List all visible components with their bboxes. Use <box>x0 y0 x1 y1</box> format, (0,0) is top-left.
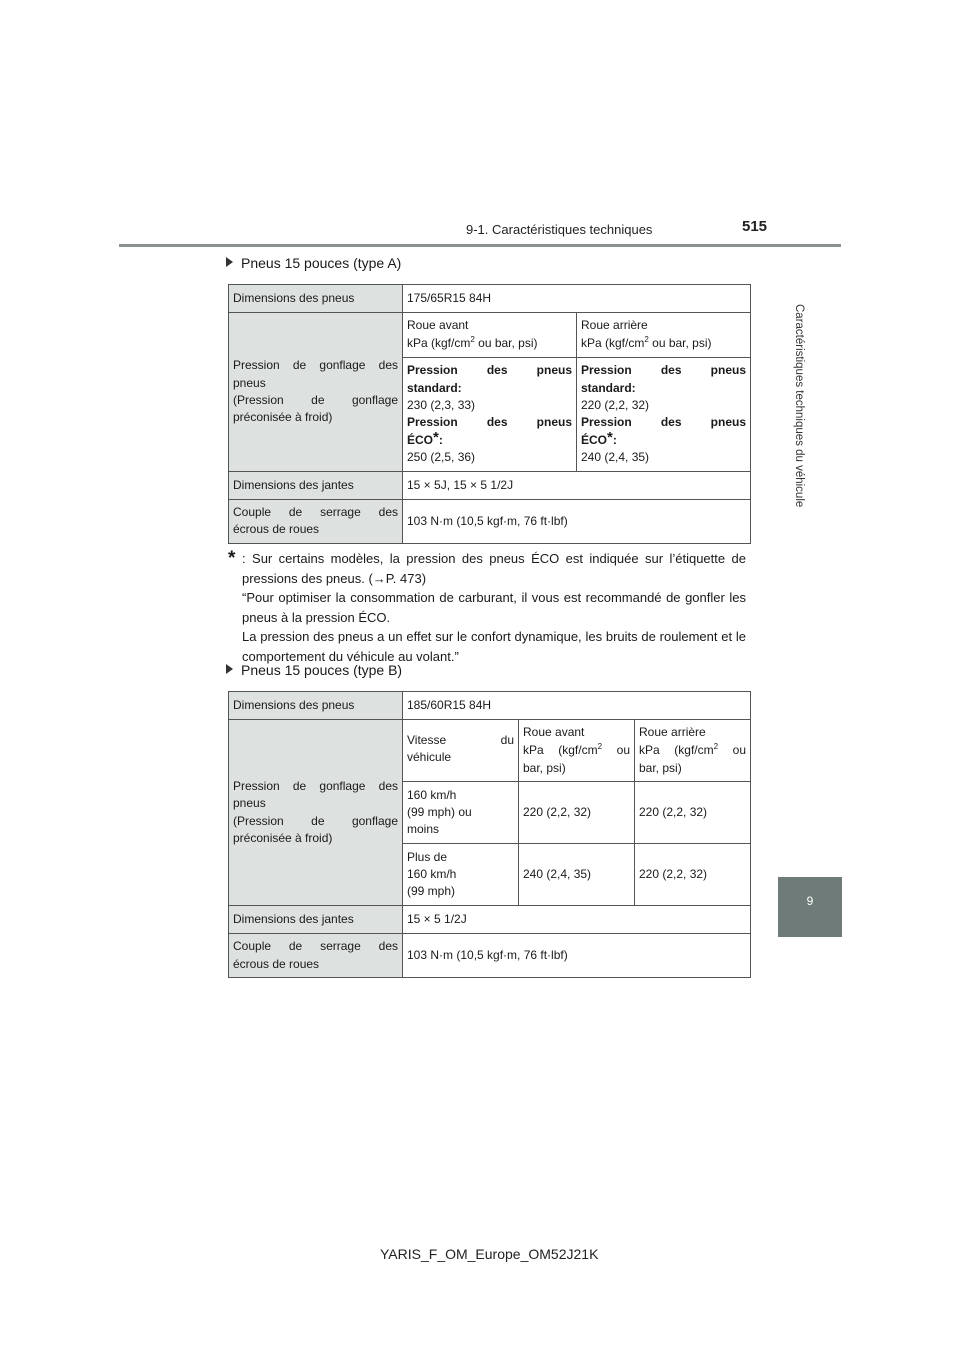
type-a-torque-label: Couple de serrage des écrous de roues <box>229 499 403 543</box>
type-a-front-standard: 230 (2,3, 33) <box>407 397 476 412</box>
type-a-rear-header: Roue arrière kPa ($kgf/cm^2$ ou bar, psi) <box>577 313 751 358</box>
footnote-line-1: : Sur certains modèles, la pression des pneus ÉCO est indiquée sur l’étiquette de pressions des pneus. (→P. 473) <box>242 551 746 586</box>
type-a-table <box>228 284 751 544</box>
type-b-rear-value: 220 (2,2, 32) <box>635 782 751 844</box>
document-code: YARIS_F_OM_Europe_OM52J21K <box>380 1246 599 1262</box>
type-a-heading <box>226 255 401 271</box>
type-b-heading-text: Pneus 15 pouces (type B) <box>241 662 403 678</box>
type-b-rim-label: Dimensions des jantes <box>229 906 403 934</box>
chapter-number: 9 <box>806 894 814 908</box>
header-divider <box>119 244 841 247</box>
section-title: 9-1. Caractéristiques techniques <box>466 222 653 237</box>
type-a-rim-value: 15 × 5J, 15 × 5 1/2J <box>403 471 751 499</box>
type-a-front-eco: 250 (2,5, 36) <box>407 450 476 465</box>
type-b-torque-value: 103 N·m (10,5 kgf·m, 76 ft·lbf) <box>403 934 751 978</box>
type-b-front-value: 240 (2,4, 35) <box>519 844 635 906</box>
type-a-tire-size-value: 175/65R15 84H <box>403 285 751 313</box>
type-b-rim-value: 15 × 5 1/2J <box>403 906 751 934</box>
type-b-torque-label: Couple de serrage des écrous de roues <box>229 934 403 978</box>
page-number: 515 <box>742 218 768 235</box>
footnote-star: * <box>228 548 236 569</box>
type-b-pressure-label: Pression de gonflage des pneus (Pression de gonflage préconisée à froid) <box>229 720 403 906</box>
type-a-tire-size-label: Dimensions des pneus <box>229 285 403 313</box>
type-a-front-header: Roue avant kPa ($kgf/cm^2$ ou bar, psi) <box>403 313 577 358</box>
type-a-rim-label: Dimensions des jantes <box>229 471 403 499</box>
type-b-rear-header: Roue arrière kPa ($kgf/cm^2$ ou bar, psi) <box>635 720 751 782</box>
type-b-tire-size-value: 185/60R15 84H <box>403 692 751 720</box>
type-a-front-pressures: Pression des pneus standard: 230 (2,3, 33) Pression des pneus ÉCO*: 250 (2,5, 36) <box>403 357 577 471</box>
type-a-pressure-label: Pression de gonflage des pneus (Pression de gonflage préconisée à froid) <box>229 313 403 472</box>
bullet-arrow-icon <box>226 257 233 267</box>
chapter-tab <box>778 877 842 937</box>
type-b-speed-header: Vitesse du véhicule <box>403 720 519 782</box>
type-b-heading <box>226 662 402 678</box>
footnote-line-2: “Pour optimiser la consommation de carburant, il vous est recommandé de gonfler les pneus à la pression ÉCO. <box>242 590 746 625</box>
type-b-table <box>228 691 751 978</box>
type-a-rear-pressures: Pression des pneus standard: 220 (2,2, 32) Pression des pneus ÉCO*: 240 (2,4, 35) <box>577 357 751 471</box>
type-a-rear-standard: 220 (2,2, 32) <box>581 397 650 412</box>
type-a-rear-eco: 240 (2,4, 35) <box>581 450 650 465</box>
side-tab-title: Caractéristiques techniques du véhicule <box>793 304 805 508</box>
type-b-speed-cell: 160 km/h (99 mph) ou moins <box>403 782 519 844</box>
type-b-front-value: 220 (2,2, 32) <box>519 782 635 844</box>
footnote <box>228 549 746 666</box>
type-b-rear-value: 220 (2,2, 32) <box>635 844 751 906</box>
type-b-speed-cell: Plus de 160 km/h (99 mph) <box>403 844 519 906</box>
footnote-line-3: La pression des pneus a un effet sur le confort dynamique, les bruits de roulement et le comportement du véhicule au volant.” <box>242 629 746 664</box>
type-a-torque-value: 103 N·m (10,5 kgf·m, 76 ft·lbf) <box>403 499 751 543</box>
type-a-heading-text: Pneus 15 pouces (type A) <box>241 255 402 271</box>
type-b-tire-size-label: Dimensions des pneus <box>229 692 403 720</box>
bullet-arrow-icon <box>226 664 233 674</box>
type-b-front-header: Roue avant kPa ($kgf/cm^2$ ou bar, psi) <box>519 720 635 782</box>
